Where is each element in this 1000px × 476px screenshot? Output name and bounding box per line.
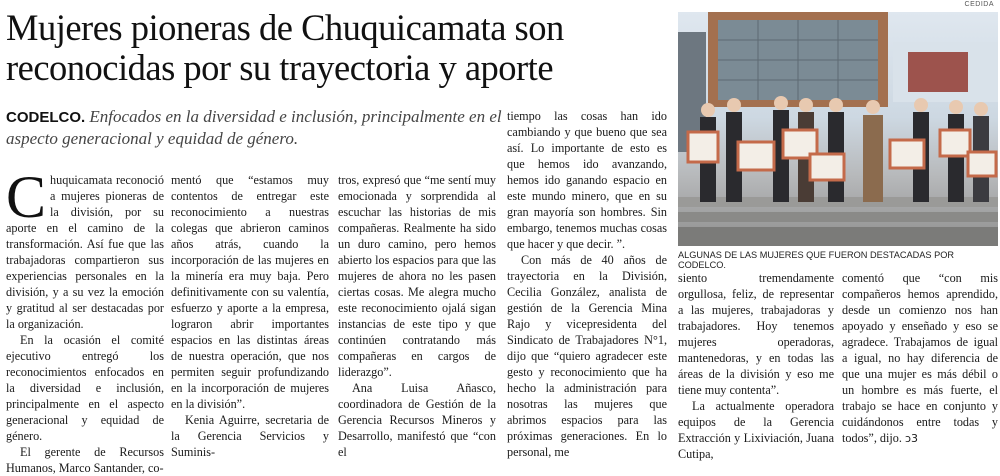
paragraph: Con más de 40 años de trayectoria en la División, Cecilia González, analista de gestión de la Gerencia Mina Rajo y vicepresidenta del Sindicato de Trabajadores N°1, dijo que “quiero agradecer este gesto y reconocimiento que ha hecho la administración para nosotras las mujeres que abrimos espacios para las próximas generaciones. En lo personal, me xyxy=(507,253,667,459)
paragraph: Kenia Aguirre, secretaria de la Gerencia Servicios y Suminis- xyxy=(171,413,329,459)
section-label: CEDIDA xyxy=(964,1,994,8)
paragraph: tros, expresó que “me sentí muy emocionada y sorprendida al escuchar las historias de mis compañeras. Realmente ha sido un duro camino, pero hemos abierto los espacios para que las mujeres de ahora no les pasen ciertas cosas. Me alegra mucho este reconocimiento ojalá sigan instancias de este tipo y que continúen contratando más compañeras en cargos de liderazgo”. xyxy=(338,173,496,379)
paragraph: Ana Luisa Añasco, coordinadora de Gestión de la Gerencia Recursos Mineros y Desarrollo, manifestó que “con el xyxy=(338,381,496,459)
photo-caption: ALGUNAS DE LAS MUJERES QUE FUERON DESTACADAS POR CODELCO. xyxy=(678,250,955,270)
article-column-1 xyxy=(6,164,164,476)
article-column-2 xyxy=(171,172,329,460)
paragraph: siento tremendamente orgullosa, feliz, de representar a las mujeres, trabajadoras y trabajadores. Hoy tenemos mujeres operadoras, mantenedoras, y en todas las áreas de la división y eso me tiene muy contenta”. xyxy=(678,271,834,397)
kicker: Enfocados en la diversidad e inclusión, principalmente en el aspecto generacional y equidad de género. xyxy=(6,107,502,148)
paragraph: El gerente de Recursos Humanos, Marco Santander, co- xyxy=(6,445,164,475)
article-column-3 xyxy=(338,172,496,460)
brand-label: CODELCO. xyxy=(6,109,86,126)
paragraph: mentó que “estamos muy contentos de entregar este reconocimiento a nuestras colegas que abrieron caminos años atrás, cuando la incorporación de las mujeres en la minería era muy baja. Pero definitivamente con su valentía, esfuerzo y aporte a la empresa, lograron abrir importantes espacios en las distintas áreas de nuestra operación, que nos permiten seguir profundizando en la incorporación de mujeres en la división”. xyxy=(171,173,329,411)
headline: Mujeres pioneras de Chuquicamata son reconocidas por su trayectoria y aporte xyxy=(6,7,564,88)
article-column-5 xyxy=(678,270,834,462)
paragraph: comentó que “con mis compañeros hemos aprendido, desde un comienzo nos han apoyado y enseñado y eso se agradece. Trabajamos de igual a igual, no hay diferencia de que una mujer es más débil o un hombre es más fuerte, el trabajo se hace en conjunto y cuidándonos entre todas y todos”, dijo. ↄ3 xyxy=(842,271,998,445)
article-column-6 xyxy=(842,270,998,447)
group-photo-illustration xyxy=(678,12,998,246)
paragraph: Chuquicamata reconoció a mujeres pioneras de la división, por su aporte en el camino de la transformación. Así fue que las trabajadoras compartieron sus experiencias personales en la división, y a su vez la emoción y gratitud al ser destacadas por la organización. xyxy=(6,164,164,331)
article-column-4 xyxy=(507,108,667,460)
paragraph: tiempo las cosas han ido cambiando y que bueno que sea así. Lo importante de esto es que hemos ido avanzando, hemos ido ganando espacio en este mundo minero, que en su gran mayoría son hombres. Sin embargo, tenemos muchas cosas que hacer y que decir. ”. xyxy=(507,109,667,251)
end-mark-icon: ↄ3 xyxy=(904,432,919,445)
people-group xyxy=(688,96,996,202)
subhead xyxy=(6,106,506,149)
paragraph: En la ocasión el comité ejecutivo entregó los reconocimientos enfocados en la diversidad e inclusión, principalmente en el aspecto generacional y equidad de género. xyxy=(6,333,164,443)
group-photo xyxy=(678,12,998,246)
paragraph: La actualmente operadora equipos de la Gerencia Extracción y Lixiviación, Juana Cutipa, xyxy=(678,399,834,461)
dropcap: C xyxy=(6,164,47,230)
